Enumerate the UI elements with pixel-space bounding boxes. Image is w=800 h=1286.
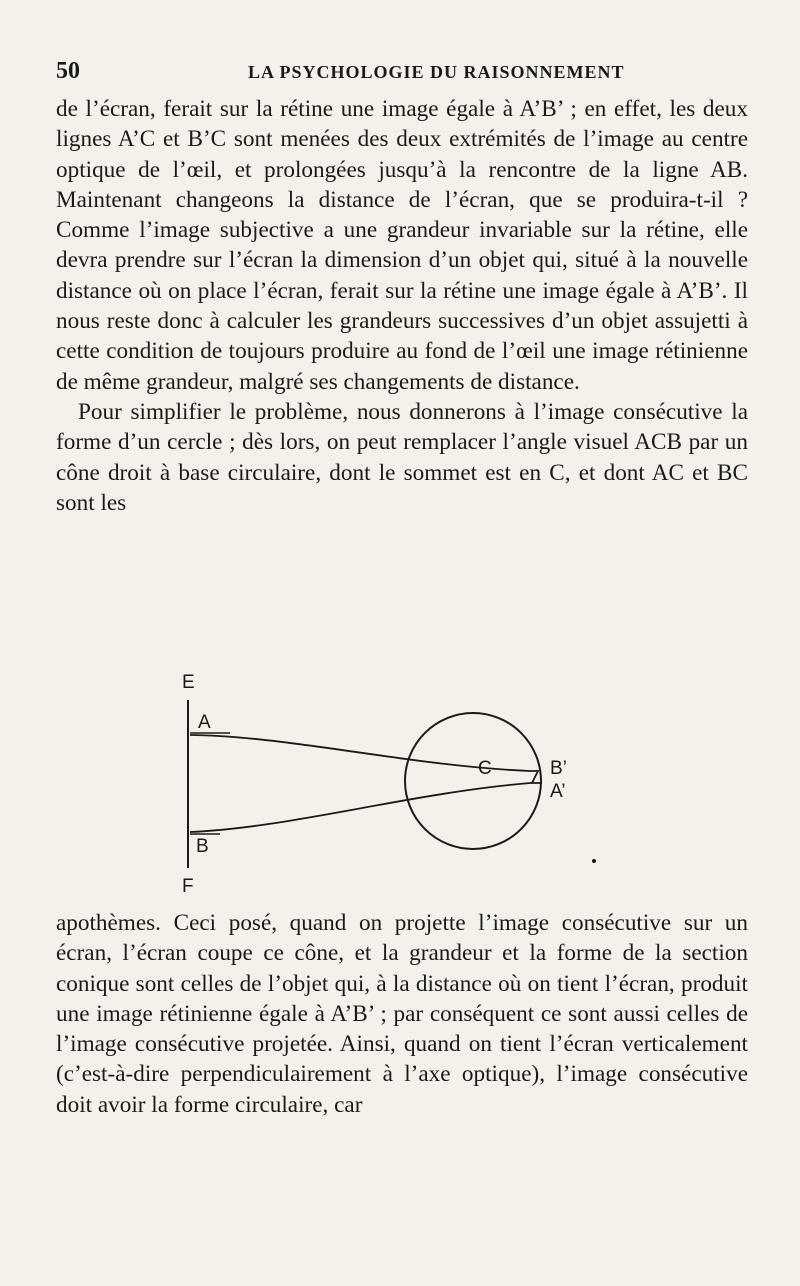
label-c: C xyxy=(478,758,492,779)
label-a-prime: A’ xyxy=(550,781,566,802)
paragraph-continuation: de l’écran, ferait sur la rétine une image égale à A’B’ ; en effet, les deux lignes A’C et B’C sont menées des deux extrémités de l’image au centre optique de l’œil, et prolongées jusqu’à la rencontre de la ligne AB. Maintenant changeons la distance de l’écran, que se produira-t-il ? Comme l’image subjective a une grandeur invariable sur la rétine, elle devra prendre sur l’écran la dimension d’un objet qui, situé à la nouvelle distance où on place l’écran, ferait sur la rétine une image égale à A’B’. Il nous reste donc à calculer les grandeurs successives d’un objet assujetti à cette condition de toujours produire au fond de l’œil une image rétinienne de même grandeur, malgré ses changements de distance. xyxy=(56,96,748,395)
optics-figure xyxy=(160,666,630,904)
body-text-top xyxy=(56,94,748,518)
paragraph-simplifier: Pour simplifier le problème, nous donnerons à l’image consécutive la forme d’un cercle ; dès lors, on peut remplacer l’angle visuel ACB par un cône droit à base circulaire, dont le sommet est en C, et dont AC et BC sont les xyxy=(56,398,748,516)
label-b: B xyxy=(196,836,209,857)
page-number: 50 xyxy=(56,58,80,84)
optics-diagram xyxy=(160,666,630,904)
running-title: LA PSYCHOLOGIE DU RAISONNEMENT xyxy=(248,62,625,82)
body-text-bottom xyxy=(56,908,748,1120)
label-e: E xyxy=(182,672,195,693)
label-a: A xyxy=(198,712,211,733)
label-f: F xyxy=(182,876,194,897)
page-header xyxy=(56,58,746,88)
printer-dot xyxy=(592,859,596,863)
paragraph-apothemes: apothèmes. Ceci posé, quand on projette l’image consécutive sur un écran, l’écran coupe ce cône, et la grandeur et la forme de la section conique sont celles de l’objet qui, à la distance où on tient l’écran, produit une image rétinienne égale à A’B’ ; par conséquent ce sont aussi celles de l’image consécutive projetée. Ainsi, quand on tient l’écran verticalement (c’est-à-dire perpendiculairement à l’axe optique), l’image consécutive doit avoir la forme circulaire, car xyxy=(56,910,748,1118)
ray-b-to-b-prime xyxy=(190,783,542,832)
label-b-prime: B’ xyxy=(550,758,567,779)
eye-circle xyxy=(405,713,541,849)
